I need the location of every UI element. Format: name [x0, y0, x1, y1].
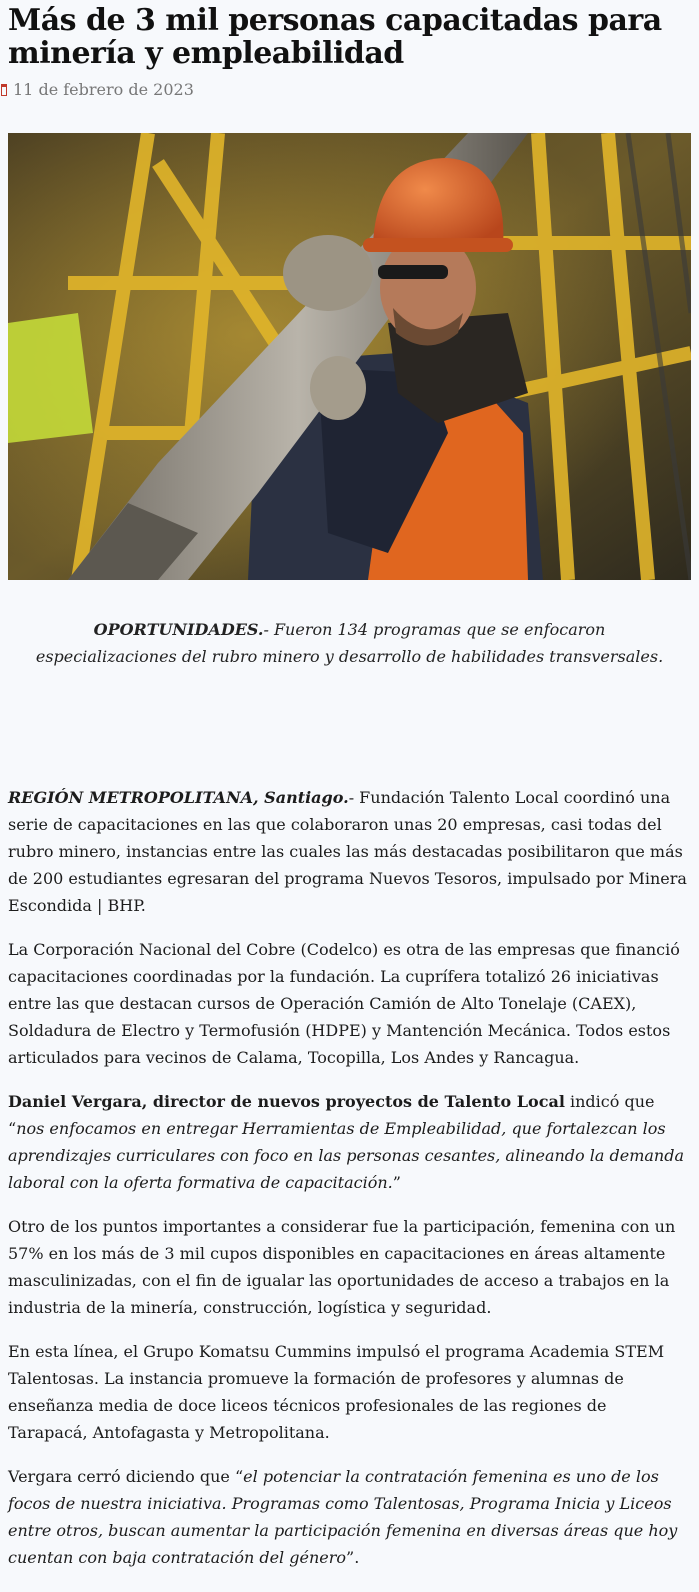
paragraph-1 — [8, 784, 691, 919]
image-caption — [22, 616, 677, 670]
calendar-icon — [1, 84, 7, 96]
quote-1-close: ” — [392, 1173, 401, 1192]
paragraph-5: En esta línea, el Grupo Komatsu Cummins impulsó el programa Academia STEM Talentosas. La instancia promueve la formación de profesores y alumnas de enseñanza media de doce liceos técnicos profesionales de las regiones de Tarapacá, Antofagasta y Metropolitana. — [8, 1342, 665, 1442]
article-meta — [8, 80, 691, 99]
quote-2: el potenciar la contratación femenina es uno de los focos de nuestra iniciativa. Programas como Talentosas, Programa Inicia y Liceos entre otros, buscan aumentar la participación femenina en diversas áreas que hoy cuentan con baja contratación del género — [8, 1467, 678, 1567]
caption-lead: OPORTUNIDADES. — [93, 620, 264, 639]
paragraph-4: Otro de los puntos importantes a considerar fue la participación, femenina con un 57% en los más de 3 mil cupos disponibles en capacitaciones en áreas altamente masculinizadas, con el fin de igualar las oportunidades de acceso a trabajos en la industria de la minería, construcción, logística y seguridad. — [8, 1217, 676, 1317]
dateline: REGIÓN METROPOLITANA, Santiago. — [8, 788, 349, 807]
paragraph-6 — [8, 1463, 691, 1571]
paragraph-2: La Corporación Nacional del Cobre (Codelco) es otra de las empresas que financió capacitaciones coordinadas por la fundación. La cuprífera totalizó 26 iniciativas entre las que destacan cursos de Operación Camión de Alto Tonelaje (CAEX), Soldadura de Electro y Termofusión (HDPE) y Mantención Mecánica. Todos estos articulados para vecinos de Calama, Tocopilla, Los Andes y Rancagua. — [8, 940, 680, 1067]
paragraph-6-intro: Vergara cerró diciendo que “ — [8, 1467, 244, 1486]
paragraph-3 — [8, 1088, 691, 1196]
caption-text: - Fueron 134 programas que se enfocaron especializaciones del rubro minero y desarrollo de habilidades transversales. — [35, 620, 664, 666]
article-body — [8, 784, 691, 1571]
article-title: Más de 3 mil personas capacitadas para minería y empleabilidad — [8, 3, 662, 71]
speaker-name: Daniel Vergara, director de nuevos proyectos de Talento Local — [8, 1092, 565, 1111]
paragraph-3-intro: indicó que “ — [8, 1092, 655, 1138]
quote-2-close: ”. — [346, 1548, 360, 1567]
paragraph-1-text: - Fundación Talento Local coordinó una serie de capacitaciones en las que colaboraron unas 20 empresas, casi todas del rubro minero, instancias entre las cuales las más destacadas posibilitaron que más de 200 estudiantes egresaran del programa Nuevos Tesoros, impulsado por Minera Escondida | BHP. — [8, 788, 687, 915]
publish-date: 11 de febrero de 2023 — [13, 80, 194, 99]
hero-image — [8, 133, 691, 580]
quote-1: nos enfocamos en entregar Herramientas de Empleabilidad, que fortalezcan los aprendizajes curriculares con foco en las personas cesantes, alineando la demanda laboral con la oferta formativa de capacitación. — [8, 1119, 685, 1192]
